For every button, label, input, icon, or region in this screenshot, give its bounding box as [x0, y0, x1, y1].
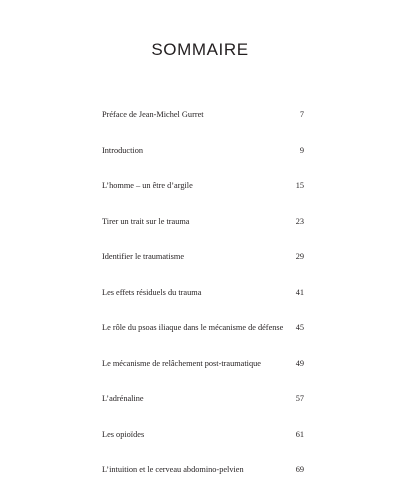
toc-entry-title: L’adrénaline [102, 394, 144, 403]
table-of-contents [102, 108, 304, 499]
toc-entry [102, 321, 304, 334]
page-title: SOMMAIRE [151, 40, 249, 59]
toc-entry [102, 286, 304, 299]
toc-entry-title: L’homme – un être d’argile [102, 181, 193, 190]
toc-entry [102, 215, 304, 228]
toc-entry-title: Le mécanisme de relâchement post-traumatique [102, 358, 261, 368]
toc-entry-page: 69 [295, 465, 304, 474]
toc-entry [102, 428, 304, 441]
toc-entry [102, 392, 304, 405]
toc-entry [102, 179, 304, 192]
toc-entry-page: 29 [295, 252, 304, 261]
toc-entry-page: 57 [295, 394, 304, 403]
toc-entry [102, 250, 304, 263]
toc-entry-page: 45 [295, 323, 304, 332]
toc-entry [102, 463, 304, 476]
toc-entry-title: Identifier le traumatisme [102, 252, 185, 261]
toc-entry-page: 41 [295, 287, 304, 297]
toc-entry [102, 108, 304, 121]
toc-entry-page: 23 [295, 216, 304, 226]
toc-entry-page: 7 [299, 110, 304, 119]
toc-entry-page: 49 [295, 358, 304, 368]
toc-entry-title: Introduction [102, 145, 144, 155]
toc-entry [102, 357, 304, 370]
toc-entry-page: 61 [295, 429, 304, 439]
toc-entry [102, 144, 304, 157]
toc-entry-title: Les effets résiduels du trauma [102, 287, 202, 297]
toc-entry-title: L’intuition et le cerveau abdomino-pelvien [102, 465, 244, 474]
toc-entry-title: Le rôle du psoas iliaque dans le mécanisme de défense [102, 323, 284, 332]
toc-entry-title: Les opioïdes [102, 429, 145, 439]
toc-entry-page: 9 [299, 145, 304, 155]
toc-entry-title: Préface de Jean-Michel Gurret [102, 110, 204, 119]
toc-entry-title: Tirer un trait sur le trauma [102, 216, 190, 226]
toc-entry-page: 15 [295, 181, 304, 190]
